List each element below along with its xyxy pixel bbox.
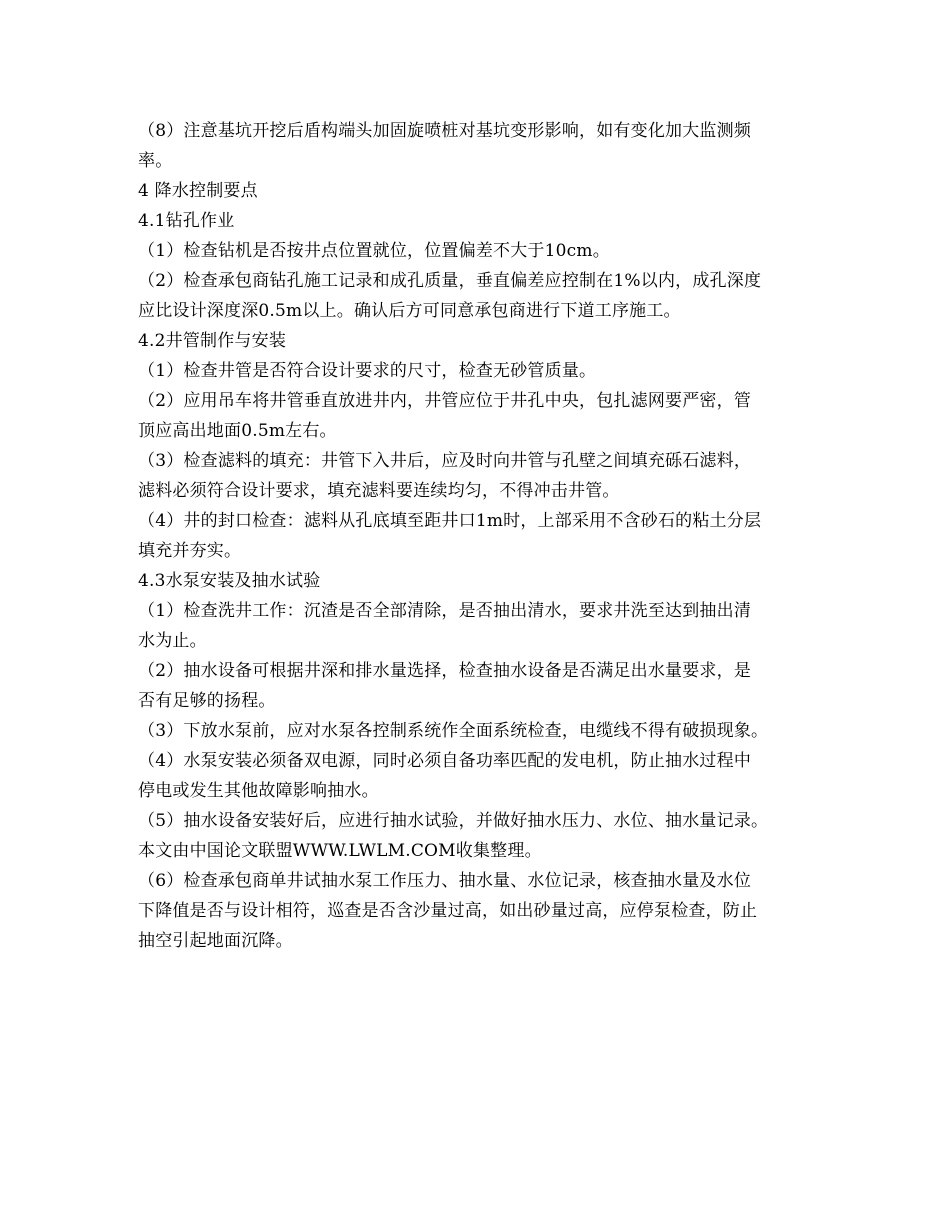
text-line: （6）检查承包商单井试抽水泵工作压力、抽水量、水位记录，核查抽水量及水位	[138, 871, 752, 891]
text-line: 下降值是否与设计相符，巡查是否含沙量过高，如出砂量过高，应停泵检查，防止	[138, 901, 758, 921]
text-line: （4）井的封口检查：滤料从孔底填至距井口1m时，上部采用不含砂石的粘土分层	[138, 511, 762, 531]
text-line: （8）注意基坑开挖后盾构端头加固旋喷桩对基坑变形影响，如有变化加大监测频	[138, 121, 752, 141]
text-line: 应比设计深度深0.5m以上。确认后方可同意承包商进行下道工序施工。	[138, 301, 681, 321]
source-note: 本文由中国论文联盟WWW.LWLM.COM收集整理。	[138, 841, 542, 861]
document-body	[138, 116, 838, 956]
subsection-heading: 4.3水泵安装及抽水试验	[138, 571, 321, 591]
text-line: （3）检查滤料的填充：井管下入井后，应及时向井管与孔壁之间填充砾石滤料，	[138, 451, 752, 471]
subsection-heading: 4.2井管制作与安装	[138, 331, 287, 351]
text-line: 滤料必须符合设计要求，填充滤料要连续均匀，不得冲击井管。	[138, 481, 620, 501]
text-line: 否有足够的扬程。	[138, 691, 276, 711]
text-line: （3）下放水泵前，应对水泵各控制系统作全面系统检查，电缆线不得有破损现象。	[138, 721, 769, 741]
text-line: 顶应高出地面0.5m左右。	[138, 421, 337, 441]
section-heading: 4 降水控制要点	[138, 181, 258, 201]
text-line: 率。	[138, 151, 173, 171]
text-line: （5）抽水设备安装好后，应进行抽水试验，并做好抽水压力、水位、抽水量记录。	[138, 811, 769, 831]
text-line: 停电或发生其他故障影响抽水。	[138, 781, 379, 801]
text-line: （1）检查钻机是否按井点位置就位，位置偏差不大于10cm。	[138, 241, 610, 261]
text-line: （2）抽水设备可根据井深和排水量选择，检查抽水设备是否满足出水量要求，是	[138, 661, 752, 681]
text-line: （2）检查承包商钻孔施工记录和成孔质量，垂直偏差应控制在1%以内，成孔深度	[138, 271, 762, 291]
subsection-heading: 4.1钻孔作业	[138, 211, 235, 231]
text-line: （1）检查井管是否符合设计要求的尺寸，检查无砂管质量。	[138, 361, 597, 381]
text-line: 抽空引起地面沉降。	[138, 931, 293, 951]
text-line: （2）应用吊车将井管垂直放进井内，井管应位于井孔中央，包扎滤网要严密，管	[138, 391, 752, 411]
text-line: （1）检查洗井工作：沉渣是否全部清除，是否抽出清水，要求井洗至达到抽出清	[138, 601, 752, 621]
text-line: 填充并夯实。	[138, 541, 242, 561]
text-line: （4）水泵安装必须备双电源，同时必须自备功率匹配的发电机，防止抽水过程中	[138, 751, 752, 771]
text-line: 水为止。	[138, 631, 207, 651]
